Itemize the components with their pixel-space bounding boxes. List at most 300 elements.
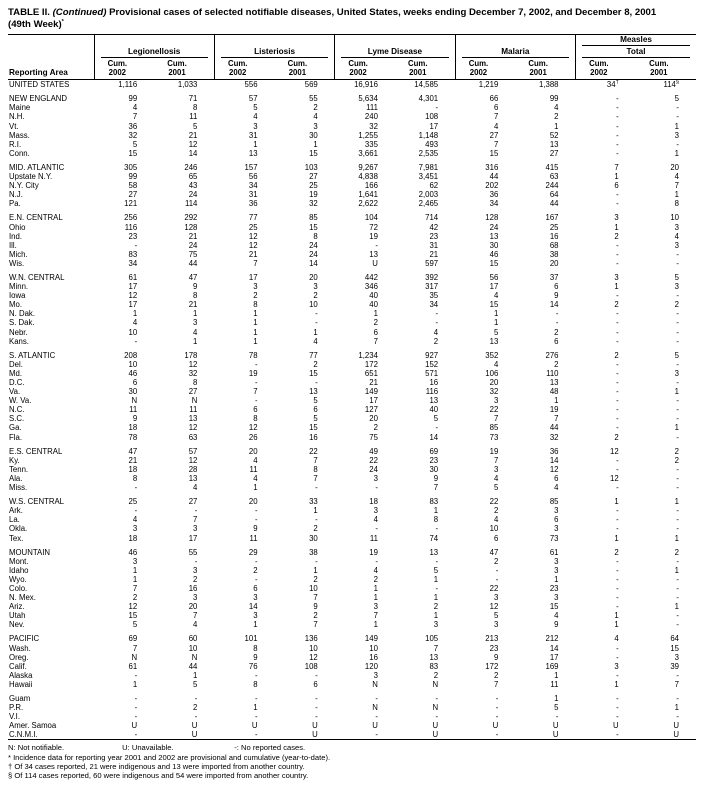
value-cell: 305 <box>124 162 138 172</box>
value-cell: U <box>372 721 378 731</box>
table-row <box>8 396 696 405</box>
value-cell: 42 <box>429 222 439 232</box>
value-cell: 6 <box>373 327 378 337</box>
value-cell: 2 <box>674 547 679 557</box>
value-cell: - <box>616 94 619 104</box>
value-cell: 167 <box>545 213 559 223</box>
value-cell: 8 <box>253 679 258 689</box>
value-cell: 1 <box>253 620 258 630</box>
value-cell: 19 <box>489 446 499 456</box>
group-spacer-malaria <box>455 35 575 47</box>
value-cell: 71 <box>188 94 198 104</box>
value-cell: 292 <box>184 213 198 223</box>
value-cell: 127 <box>364 405 378 415</box>
value-cell: 13 <box>429 652 439 662</box>
value-cell: - <box>616 249 619 259</box>
value-cell: 3 <box>554 506 559 516</box>
value-cell: 1 <box>674 148 679 158</box>
subcolumn-header: Cum. 2002 <box>576 58 636 80</box>
value-cell: 47 <box>128 446 138 456</box>
value-cell: - <box>616 455 619 465</box>
reporting-area-cell: D.C. <box>9 378 25 387</box>
value-cell: N <box>432 703 439 713</box>
value-cell: 1 <box>193 309 198 319</box>
reporting-area-cell: Tex. <box>9 533 24 543</box>
reporting-area-cell: Colo. <box>9 583 28 593</box>
value-cell: 1,234 <box>358 350 378 360</box>
value-cell: 37 <box>549 272 559 282</box>
value-cell: 213 <box>485 634 499 644</box>
value-cell: - <box>254 694 258 703</box>
value-cell: - <box>676 139 679 149</box>
value-cell: 1 <box>614 222 619 232</box>
value-cell: U <box>131 721 138 731</box>
value-cell: 3 <box>373 473 378 483</box>
value-cell: 2 <box>433 670 439 680</box>
reporting-area-cell: Ill. <box>9 240 17 250</box>
value-cell: 149 <box>364 634 378 644</box>
value-cell: 7 <box>132 643 138 653</box>
reporting-area-cell: La. <box>9 515 20 525</box>
value-cell: 169 <box>545 661 559 671</box>
reporting-area-cell: MOUNTAIN <box>9 547 51 557</box>
group-spacer-lyme-disease <box>335 35 455 47</box>
reporting-area-cell: Guam <box>9 694 31 703</box>
group-header-lyme-disease <box>335 46 455 58</box>
table-row <box>8 575 696 584</box>
value-cell: 73 <box>549 533 559 543</box>
value-cell: U <box>673 730 679 740</box>
subcolumn-header: Cum. 2001 <box>154 58 214 80</box>
value-cell: - <box>616 583 619 593</box>
value-cell: 5 <box>493 483 499 493</box>
value-cell: - <box>435 712 439 722</box>
footnote-measles-2002: † Of 34 cases reported, 21 were indigenous and 13 were imported from another country. <box>8 761 305 771</box>
table-row <box>8 213 696 222</box>
value-cell: 9 <box>193 282 198 292</box>
value-cell: 23 <box>429 455 439 465</box>
value-cell: 335 <box>364 139 378 149</box>
reporting-area-cell: C.N.M.I. <box>9 730 38 740</box>
value-cell: 4 <box>674 172 679 182</box>
value-cell: 4 <box>493 359 499 369</box>
table-row <box>8 721 696 730</box>
group-header-malaria <box>455 46 575 58</box>
value-cell: 17 <box>128 282 138 292</box>
value-cell: 23 <box>549 583 559 593</box>
value-cell: 74 <box>429 533 439 543</box>
value-cell: 61 <box>128 661 138 671</box>
value-cell: 24 <box>309 249 318 259</box>
value-cell: 1 <box>554 121 559 131</box>
value-cell: 6 <box>313 679 318 689</box>
value-cell: - <box>435 583 439 593</box>
reporting-area-cell: E.N. CENTRAL <box>9 213 63 223</box>
value-cell: 63 <box>549 172 559 182</box>
value-cell: 24 <box>489 222 499 232</box>
table-row <box>8 94 696 103</box>
value-cell: N <box>191 652 198 662</box>
value-cell: - <box>616 643 619 653</box>
reporting-area-cell: Hawaii <box>9 679 33 689</box>
table-row <box>8 259 696 268</box>
value-cell: 7 <box>674 679 679 689</box>
value-cell: - <box>676 483 679 493</box>
value-cell: 52 <box>549 130 559 140</box>
value-cell: 172 <box>364 359 378 369</box>
value-cell: 16 <box>429 378 439 387</box>
value-cell: 1 <box>193 336 198 346</box>
value-cell: 30 <box>429 464 439 474</box>
value-cell: - <box>375 524 378 534</box>
table-row <box>8 149 696 158</box>
value-cell: 7 <box>433 643 439 653</box>
value-cell: - <box>676 318 679 328</box>
table-row <box>8 337 696 346</box>
table-row <box>8 557 696 566</box>
value-cell: - <box>676 378 679 387</box>
value-cell: 77 <box>309 350 318 360</box>
value-cell: 10 <box>128 359 138 369</box>
value-cell: 19 <box>369 231 378 241</box>
reporting-area-cell: N.Y. City <box>9 181 39 191</box>
table-row <box>8 433 696 442</box>
table-row <box>8 318 696 327</box>
table-row <box>8 662 696 671</box>
value-cell: 597 <box>425 258 439 268</box>
reporting-area-cell: W.N. CENTRAL <box>9 272 65 282</box>
value-cell: 3 <box>674 222 679 232</box>
value-cell: 44 <box>489 172 499 182</box>
value-cell: - <box>315 309 318 319</box>
reporting-area-cell: S.C. <box>9 414 25 424</box>
value-cell: 4,301 <box>418 94 439 104</box>
table-row <box>8 387 696 396</box>
value-cell: 7 <box>493 455 499 465</box>
value-cell: 152 <box>425 359 439 369</box>
value-cell: 4 <box>493 121 499 131</box>
value-cell: - <box>254 712 258 722</box>
value-cell: 11 <box>189 405 198 415</box>
value-cell: 7 <box>554 414 559 424</box>
header-row-subcolumns <box>8 58 696 80</box>
table-row <box>8 378 696 387</box>
reporting-area-cell: Md. <box>9 368 22 378</box>
table-row <box>8 497 696 506</box>
value-cell: 12 <box>188 423 198 433</box>
value-cell: - <box>676 432 679 442</box>
value-cell: 5 <box>674 350 679 360</box>
value-cell: 1 <box>313 327 318 337</box>
reporting-area-cell: Upstate N.Y. <box>9 172 53 182</box>
value-cell: - <box>194 556 198 566</box>
value-cell: 2 <box>132 593 138 603</box>
value-cell: 23 <box>128 231 138 241</box>
value-cell: 21 <box>248 249 258 259</box>
value-cell: 1 <box>554 694 559 703</box>
value-cell: 83 <box>128 249 138 259</box>
value-cell: 17 <box>369 396 378 406</box>
reporting-area-cell: MID. ATLANTIC <box>9 162 65 172</box>
table-body <box>8 80 696 740</box>
value-cell: - <box>676 473 679 483</box>
value-cell: - <box>435 423 439 433</box>
value-cell: 11 <box>249 464 258 474</box>
value-cell: 39 <box>670 661 679 671</box>
value-cell: 64 <box>549 190 559 200</box>
reporting-area-header: Reporting Area <box>8 35 94 80</box>
table-row <box>8 328 696 337</box>
table-row <box>8 593 696 602</box>
value-cell: 31 <box>248 130 258 140</box>
value-cell: 4 <box>132 318 138 328</box>
value-cell: 392 <box>425 272 439 282</box>
value-cell: 1 <box>373 583 378 593</box>
value-cell: - <box>616 130 619 140</box>
title-text: Provisional cases of selected notifiable diseases, United States, weeks ending December 7, 2002, and December 8, 2001 <box>109 7 657 18</box>
value-cell: 62 <box>429 181 439 191</box>
value-cell: 25 <box>309 181 318 191</box>
value-cell: - <box>495 574 499 584</box>
value-cell: 21 <box>128 455 138 465</box>
table-row <box>8 172 696 181</box>
group-spacer-listeriosis <box>214 35 334 47</box>
reporting-area-cell: Miss. <box>9 483 28 493</box>
value-cell: 3 <box>554 593 559 603</box>
value-cell: 6 <box>614 181 619 191</box>
value-cell: - <box>616 602 619 612</box>
value-cell: 30 <box>489 240 499 250</box>
value-cell: - <box>495 565 499 575</box>
value-cell: 2,535 <box>418 148 439 158</box>
value-cell: 20 <box>489 378 499 387</box>
value-cell: 22 <box>489 583 499 593</box>
reporting-area-cell: Mont. <box>9 556 29 566</box>
value-cell: 10 <box>369 643 378 653</box>
value-cell: 128 <box>184 222 198 232</box>
value-cell: 2 <box>493 506 499 516</box>
title-continued: (Continued) <box>52 7 107 18</box>
table-row <box>8 515 696 524</box>
value-cell: 3 <box>614 661 619 671</box>
value-cell: 4 <box>193 327 198 337</box>
value-cell: - <box>616 336 619 346</box>
value-cell: 34 <box>128 258 138 268</box>
value-cell: 1 <box>614 282 619 292</box>
value-cell: 21 <box>188 130 198 140</box>
value-cell: 8 <box>253 300 258 310</box>
value-cell: 24 <box>309 240 318 250</box>
measles-total-label: Total <box>582 47 690 58</box>
value-cell: 13 <box>369 249 378 259</box>
value-cell: 2 <box>433 336 439 346</box>
reporting-area-cell: Alaska <box>9 670 33 680</box>
value-cell: 7 <box>132 112 138 122</box>
group-header-measles <box>576 35 697 47</box>
value-cell: 9 <box>313 602 318 612</box>
table-row <box>8 250 696 259</box>
value-cell: 9 <box>132 414 138 424</box>
value-cell: 166 <box>364 181 378 191</box>
value-cell: - <box>616 378 619 387</box>
table-row <box>8 282 696 291</box>
value-cell: - <box>616 318 619 328</box>
value-cell: 106 <box>485 368 499 378</box>
group-header-measles-total <box>576 46 697 58</box>
value-cell: 2 <box>614 300 619 310</box>
value-cell: 4 <box>313 112 318 122</box>
subcolumn-header: Cum. 2002 <box>455 58 515 80</box>
value-cell: 3 <box>193 593 198 603</box>
table-row <box>8 103 696 112</box>
table-row <box>8 602 696 611</box>
value-cell: - <box>134 483 138 493</box>
value-cell: - <box>616 405 619 415</box>
value-cell: 7 <box>674 181 679 191</box>
value-cell: - <box>616 506 619 516</box>
value-cell: - <box>616 396 619 406</box>
value-cell: 22 <box>369 455 378 465</box>
value-cell: 1 <box>253 703 258 713</box>
value-cell: 32 <box>309 199 318 209</box>
value-cell: 56 <box>248 172 258 182</box>
value-cell: 202 <box>485 181 499 191</box>
value-cell: 1 <box>554 574 559 584</box>
value-cell: - <box>375 556 378 566</box>
reporting-area-cell: Ky. <box>9 455 20 465</box>
value-cell: 63 <box>188 432 198 442</box>
value-cell: 83 <box>429 661 439 671</box>
value-cell: 4 <box>554 103 559 113</box>
value-cell: 24 <box>188 240 198 250</box>
value-cell: 2 <box>373 423 378 433</box>
value-cell: 4 <box>493 473 499 483</box>
value-cell: 3 <box>193 565 198 575</box>
reporting-area-cell: Kans. <box>9 336 29 346</box>
reporting-area-cell: Wash. <box>9 643 31 653</box>
value-cell: 1 <box>674 602 679 612</box>
value-cell: 6 <box>132 378 138 387</box>
subcolumn-header: Cum. 2001 <box>275 58 335 80</box>
value-cell: 17 <box>429 121 439 131</box>
value-cell: 1 <box>493 309 499 319</box>
value-cell: 25 <box>549 222 559 232</box>
value-cell: 85 <box>309 213 318 223</box>
footnote-provisional: * Incidence data for reporting year 2001 and 2002 are provisional and cumulative (year-to-date). <box>8 752 331 762</box>
value-cell: 1 <box>132 574 138 584</box>
value-cell: 14 <box>549 455 559 465</box>
value-cell: 21 <box>188 231 198 241</box>
reporting-area-cell: PACIFIC <box>9 634 40 644</box>
value-cell: 1 <box>674 497 679 507</box>
value-cell: 256 <box>124 213 138 223</box>
value-cell: - <box>616 524 619 534</box>
value-cell: 3 <box>554 565 559 575</box>
value-cell: 12 <box>610 473 619 483</box>
value-cell: 15 <box>489 300 499 310</box>
reporting-area-cell: Calif. <box>9 661 27 671</box>
value-cell: 10 <box>309 300 318 310</box>
reporting-area-cell: UNITED STATES <box>9 80 70 90</box>
reporting-area-cell: N.H. <box>9 112 25 122</box>
value-cell: 9 <box>554 291 559 301</box>
value-cell: 7 <box>313 455 318 465</box>
value-cell: 4 <box>493 291 499 301</box>
value-cell: 15 <box>489 258 499 268</box>
value-cell: 76 <box>248 661 258 671</box>
value-cell: 12 <box>128 602 138 612</box>
value-cell: 72 <box>369 222 378 232</box>
value-cell: 12 <box>610 446 619 456</box>
notifiable-diseases-table <box>8 34 696 740</box>
reporting-area-cell: Ind. <box>9 231 23 241</box>
value-cell: 3 <box>674 130 679 140</box>
value-cell: 8 <box>193 103 198 113</box>
malaria-label: Malaria <box>462 47 569 58</box>
value-cell: 2 <box>313 611 318 621</box>
value-cell: 1 <box>554 396 559 406</box>
value-cell: 2 <box>313 291 318 301</box>
value-cell: 43 <box>188 181 198 191</box>
value-cell: 1 <box>674 423 679 433</box>
value-cell: 316 <box>485 162 499 172</box>
value-cell: 83 <box>429 497 439 507</box>
table-row <box>8 566 696 575</box>
value-cell: 3 <box>132 524 138 534</box>
value-cell: - <box>616 359 619 369</box>
value-cell: 4 <box>253 473 258 483</box>
value-cell: - <box>134 694 138 703</box>
value-cell: 85 <box>489 423 499 433</box>
value-cell: 15 <box>309 148 318 158</box>
value-cell: 27 <box>188 387 198 397</box>
value-cell: N <box>432 679 439 689</box>
value-cell: 7 <box>493 139 499 149</box>
value-cell: 3 <box>253 121 258 131</box>
value-cell: - <box>435 524 439 534</box>
value-cell: 61 <box>128 272 138 282</box>
value-cell: 31 <box>248 190 258 200</box>
value-cell: 12 <box>248 240 258 250</box>
reporting-area-cell: E.S. CENTRAL <box>9 446 63 456</box>
value-cell: 2 <box>253 565 258 575</box>
value-cell: 4 <box>614 634 619 644</box>
value-cell: - <box>616 483 619 493</box>
value-cell: 1 <box>253 336 258 346</box>
value-cell: 3 <box>614 213 619 223</box>
value-cell: 12 <box>128 291 138 301</box>
value-cell: - <box>616 730 619 740</box>
value-cell: 65 <box>188 172 198 182</box>
value-cell: 2 <box>554 327 559 337</box>
value-cell: 4 <box>554 483 559 493</box>
value-cell: - <box>616 309 619 319</box>
value-cell: 68 <box>549 240 559 250</box>
value-cell: - <box>676 396 679 406</box>
value-cell: 30 <box>128 387 138 397</box>
value-cell: 2 <box>674 300 679 310</box>
table-row <box>8 190 696 199</box>
value-cell: - <box>375 712 378 722</box>
table-row <box>8 360 696 369</box>
title-week-marker: * <box>61 18 64 25</box>
legend-unavailable: U: Unavailable. <box>122 743 174 753</box>
value-cell: 27 <box>549 148 559 158</box>
reporting-area-cell: Nev. <box>9 620 25 630</box>
value-cell: 21 <box>188 300 198 310</box>
value-cell: - <box>315 483 318 493</box>
value-cell: - <box>676 327 679 337</box>
